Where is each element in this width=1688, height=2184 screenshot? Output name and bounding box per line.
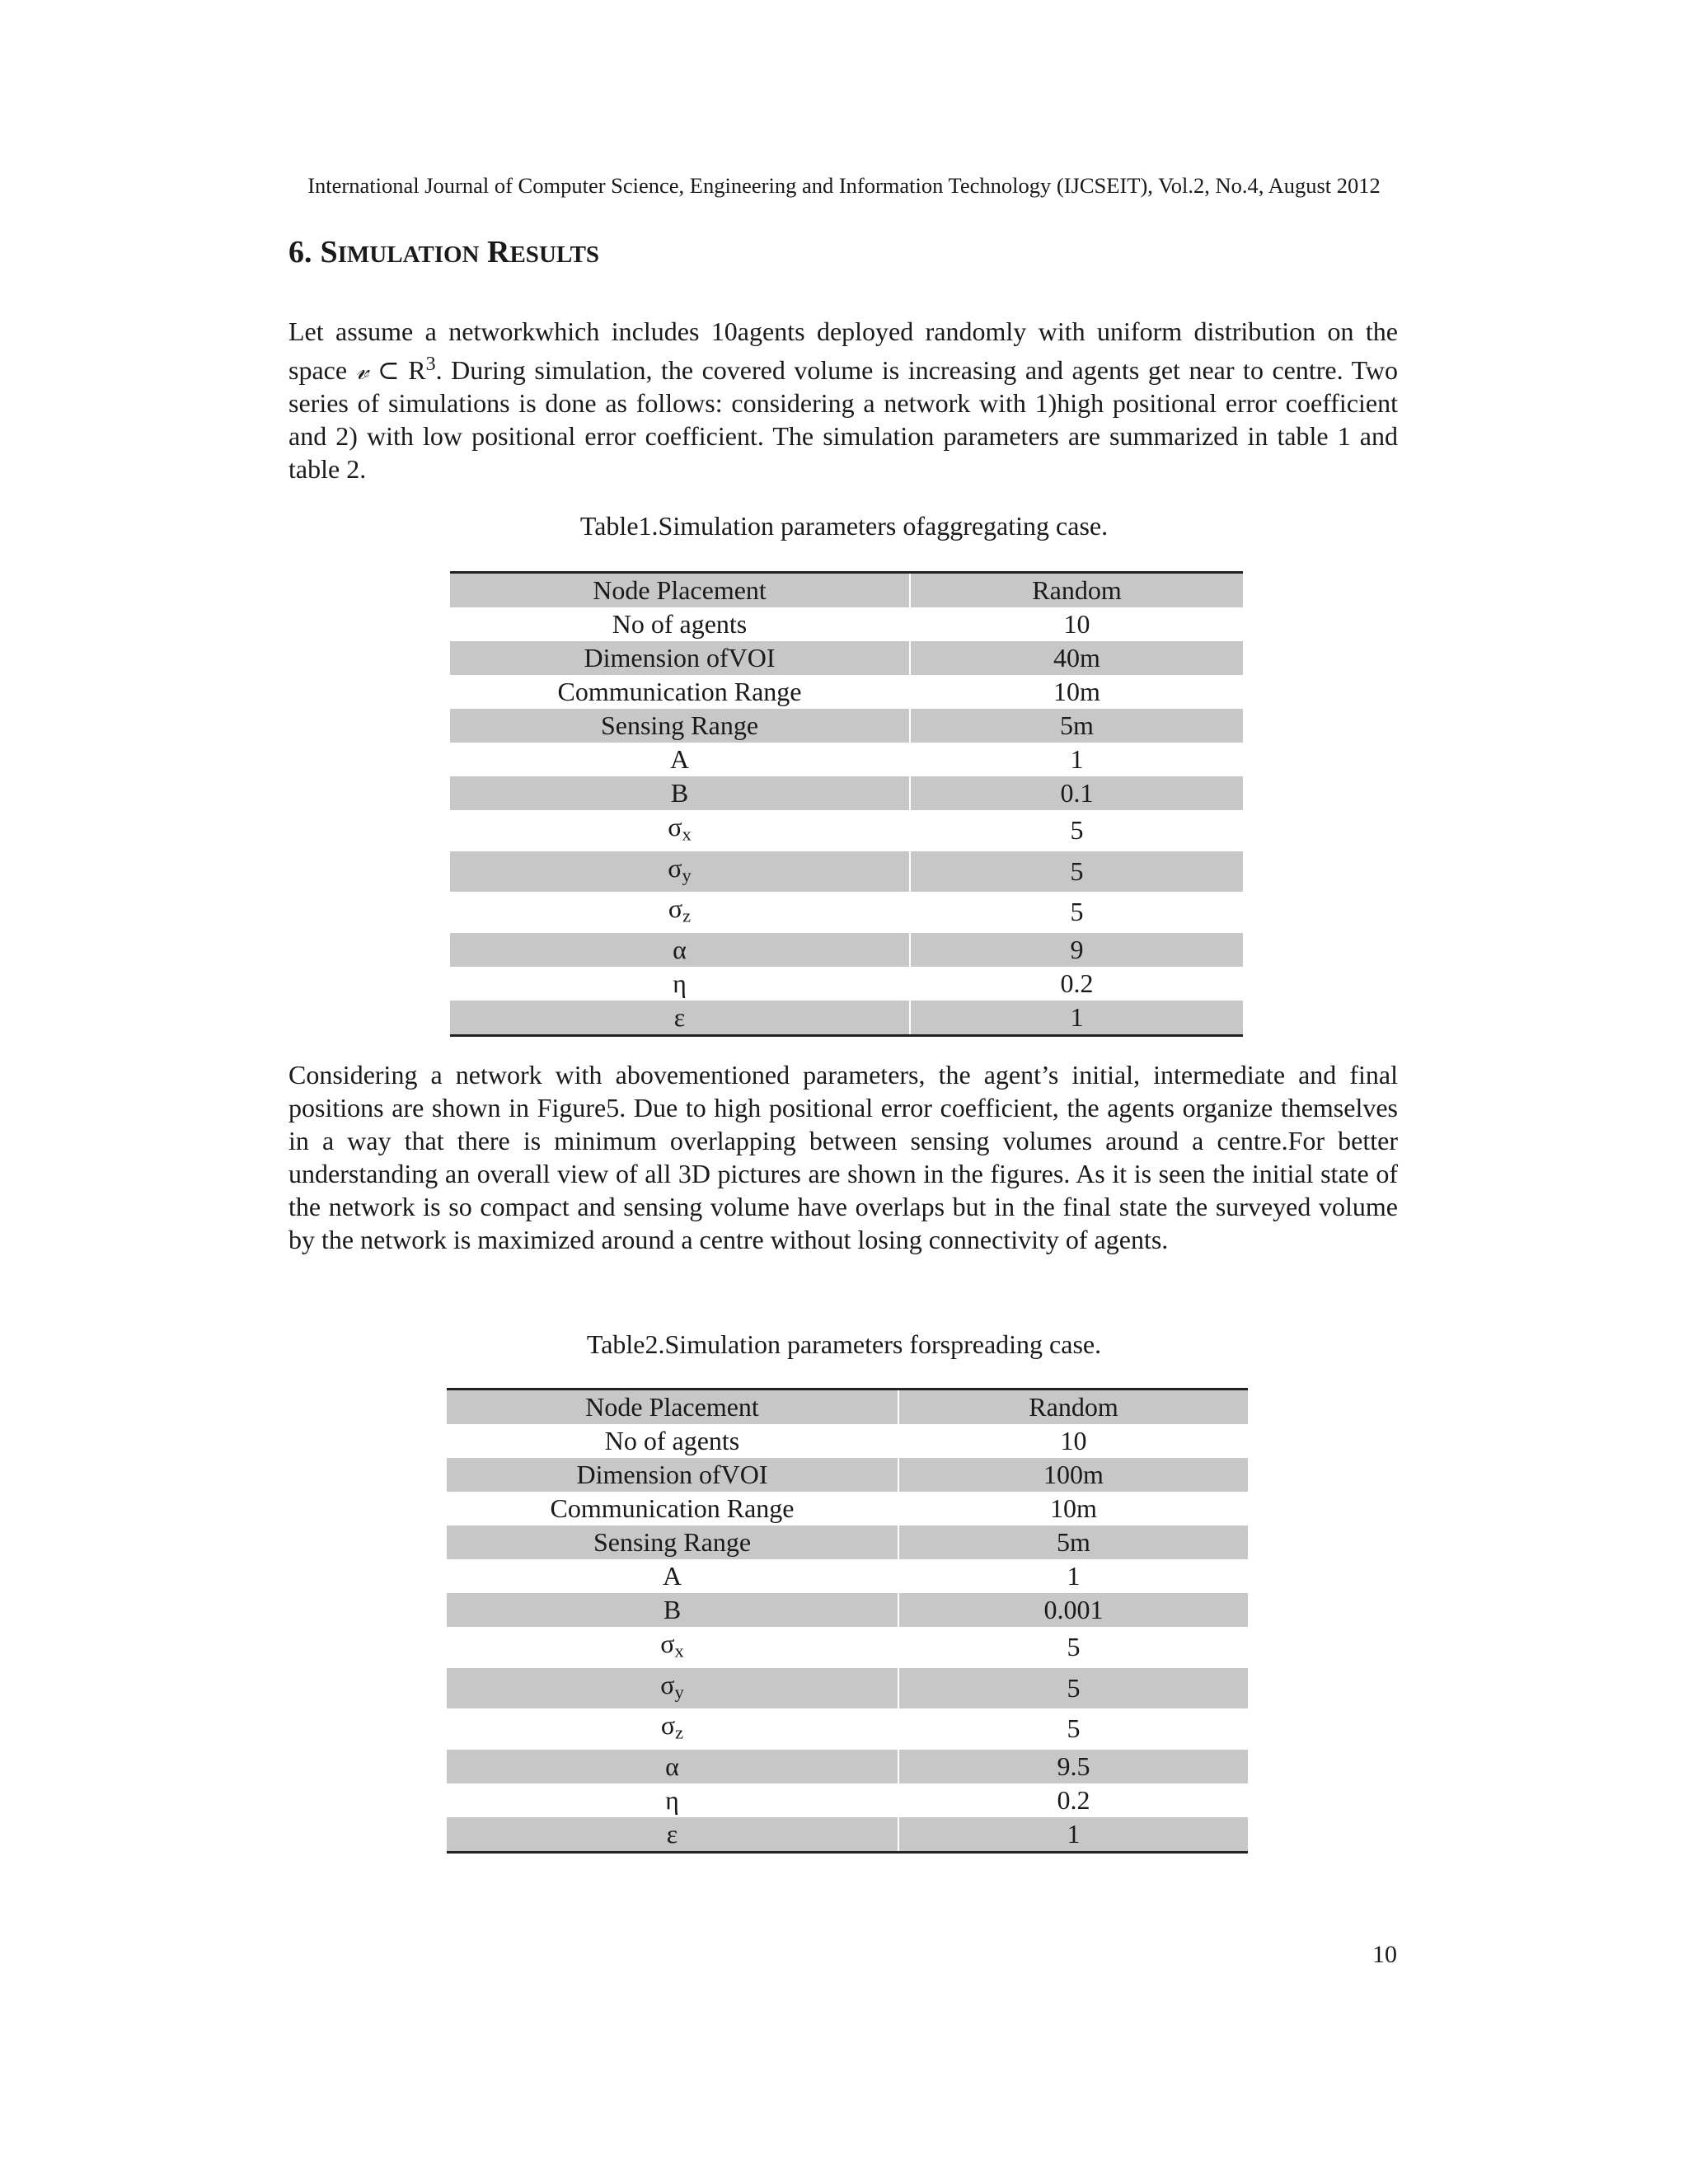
parameter-name-cell (447, 1390, 898, 1425)
parameter-value: 10m (910, 675, 1243, 709)
parameter-name-cell (447, 1559, 898, 1593)
parameter-name: B (663, 1595, 682, 1624)
parameter-name-cell (450, 967, 910, 1001)
parameter-name-cell (447, 1817, 898, 1853)
parameter-name: Dimension ofVOI (576, 1460, 768, 1489)
parameter-value: 10 (898, 1424, 1248, 1458)
table-row (450, 675, 1243, 709)
parameter-value: 5 (910, 851, 1243, 893)
table-row (447, 1492, 1248, 1526)
table-row (447, 1593, 1248, 1627)
parameter-name-cell (450, 810, 910, 851)
section-number: 6. (288, 235, 312, 269)
table-row (447, 1708, 1248, 1750)
parameter-name: Node Placement (593, 575, 767, 605)
table-row (450, 641, 1243, 675)
table-row (447, 1783, 1248, 1817)
parameter-subscript: z (675, 1722, 684, 1743)
section-title-word1-initial: S (320, 235, 338, 269)
parameter-value: 5 (910, 810, 1243, 851)
parameter-name-cell (447, 1708, 898, 1750)
parameter-value: 0.2 (898, 1783, 1248, 1817)
subset-symbol: ⊂ R (368, 354, 426, 385)
table-row (450, 1001, 1243, 1036)
parameter-name: σ (668, 893, 683, 924)
parameter-name: Dimension ofVOI (584, 643, 776, 673)
space-symbol: 𝓋 (355, 354, 369, 385)
parameter-value: 10 (910, 607, 1243, 641)
parameter-name: ε (666, 1818, 678, 1849)
parameter-name-cell (450, 709, 910, 743)
table-row (450, 892, 1243, 933)
table-row (450, 573, 1243, 608)
parameter-value: 1 (910, 743, 1243, 776)
journal-header: International Journal of Computer Science, Engineering and Information Technology (IJCSEIT), Vol.2, No.4, August 2012 (307, 173, 1381, 198)
parameter-name-cell (447, 1424, 898, 1458)
parameter-value: 9 (910, 933, 1243, 967)
parameter-value: 5 (898, 1627, 1248, 1668)
parameter-value: 5m (910, 709, 1243, 743)
parameter-name: Communication Range (557, 677, 802, 706)
page-number: 10 (1372, 1941, 1397, 1968)
parameter-name: A (669, 744, 690, 774)
table-row (447, 1750, 1248, 1783)
parameter-name-cell (447, 1783, 898, 1817)
parameter-value: 1 (898, 1559, 1248, 1593)
parameter-name: σ (660, 1629, 675, 1658)
parameter-name: A (662, 1561, 682, 1591)
section-title-word1-rest: IMULATION (337, 241, 480, 268)
parameter-name-cell (450, 641, 910, 675)
parameter-name: σ (668, 852, 682, 883)
table-row (450, 933, 1243, 967)
table1-caption: Table1.Simulation parameters ofaggregating case. (579, 511, 1109, 541)
results-paragraph: Considering a network with abovementioned parameters, the agent’s initial, intermediate and final positions are shown in Figure5. Due to high positional error coefficient, the agents organize themselves in a way that there is minimum overlapping between sensing volumes around a centre.For better understanding an overall view of all 3D pictures are shown in the figures. As it is seen the initial state of the network is so compact and sensing volume have overlaps but in the final state the surveyed volume by the network is maximized around a centre without losing connectivity of agents. (288, 1060, 1398, 1254)
intro-text-a: Let assume a networkwhich includes 10agents deployed randomly with uniform distribution on the space (288, 316, 1398, 385)
table-row (450, 743, 1243, 776)
parameter-name: B (670, 778, 689, 808)
table-row (447, 1424, 1248, 1458)
parameter-name: No of agents (604, 1426, 740, 1455)
parameter-name-cell (450, 1001, 910, 1036)
parameter-subscript: y (674, 1681, 684, 1703)
parameter-value: 40m (910, 641, 1243, 675)
table-row (450, 709, 1243, 743)
table-row (447, 1458, 1248, 1492)
parameter-value: 5 (910, 892, 1243, 933)
table-row (447, 1817, 1248, 1853)
table-row (450, 810, 1243, 851)
parameter-name-cell (447, 1750, 898, 1783)
parameter-subscript: x (674, 1640, 684, 1661)
parameter-value: 1 (898, 1817, 1248, 1853)
parameter-value: 10m (898, 1492, 1248, 1526)
parameter-name-cell (450, 675, 910, 709)
parameter-name: σ (660, 1669, 675, 1699)
table-row (450, 607, 1243, 641)
parameter-name-cell (447, 1593, 898, 1627)
table2-spreading-parameters (447, 1388, 1248, 1854)
parameter-subscript: x (682, 823, 692, 845)
table-row (447, 1559, 1248, 1593)
table-row (447, 1526, 1248, 1559)
parameter-name-cell (450, 776, 910, 810)
parameter-name: Sensing Range (593, 1527, 752, 1557)
parameter-name: No of agents (612, 609, 748, 639)
parameter-name-cell (450, 607, 910, 641)
parameter-value: 9.5 (898, 1750, 1248, 1783)
parameter-value: 5 (898, 1668, 1248, 1709)
parameter-name: ε (673, 1001, 686, 1032)
table-row (447, 1668, 1248, 1709)
parameter-value: Random (898, 1390, 1248, 1425)
parameter-name: Communication Range (550, 1493, 795, 1523)
parameter-name-cell (447, 1668, 898, 1709)
table2-caption: Table2.Simulation parameters forspreading case. (586, 1329, 1102, 1359)
intro-text-b: . During simulation, the covered volume is increasing and agents get near to centre. Two series of simulations is done as follows: considering a network with 1)high positional error coefficient and 2) with low positional error coefficient. The simulation parameters are summarized in table 1 and table 2. (288, 354, 1399, 484)
parameter-name-cell (447, 1526, 898, 1559)
parameter-name-cell (447, 1627, 898, 1668)
table-row (450, 967, 1243, 1001)
dimension-exponent: 3 (425, 354, 436, 375)
parameter-name-cell (447, 1458, 898, 1492)
parameter-name-cell (450, 933, 910, 967)
parameter-name-cell (450, 851, 910, 893)
parameter-name-cell (447, 1492, 898, 1526)
section-title (288, 234, 599, 270)
parameter-value: 0.2 (910, 967, 1243, 1001)
parameter-value: 1 (910, 1001, 1243, 1036)
table-row (450, 851, 1243, 893)
parameter-name: σ (668, 812, 682, 841)
parameter-name: σ (660, 1710, 676, 1741)
parameter-name: α (665, 1750, 679, 1781)
parameter-name: Sensing Range (600, 710, 759, 740)
parameter-value: 0.001 (898, 1593, 1248, 1627)
parameter-name: α (673, 934, 687, 964)
parameter-value: 5m (898, 1526, 1248, 1559)
parameter-name-cell (450, 892, 910, 933)
parameter-name-cell (450, 573, 910, 608)
section-title-word2-initial: R (487, 235, 510, 269)
table-row (450, 776, 1243, 810)
parameter-name-cell (450, 743, 910, 776)
parameter-value: 0.1 (910, 776, 1243, 810)
intro-paragraph (288, 315, 1398, 485)
parameter-subscript: z (682, 905, 692, 926)
parameter-value: 100m (898, 1458, 1248, 1492)
section-title-word2-rest: ESULTS (509, 241, 600, 268)
parameter-value: Random (910, 573, 1243, 608)
parameter-name: η (665, 1784, 679, 1815)
parameter-subscript: y (682, 865, 692, 886)
table1-aggregating-parameters (450, 571, 1243, 1037)
table-row (447, 1627, 1248, 1668)
parameter-value: 5 (898, 1708, 1248, 1750)
parameter-name: η (673, 968, 687, 998)
table-row (447, 1390, 1248, 1425)
parameter-name: Node Placement (585, 1392, 759, 1422)
